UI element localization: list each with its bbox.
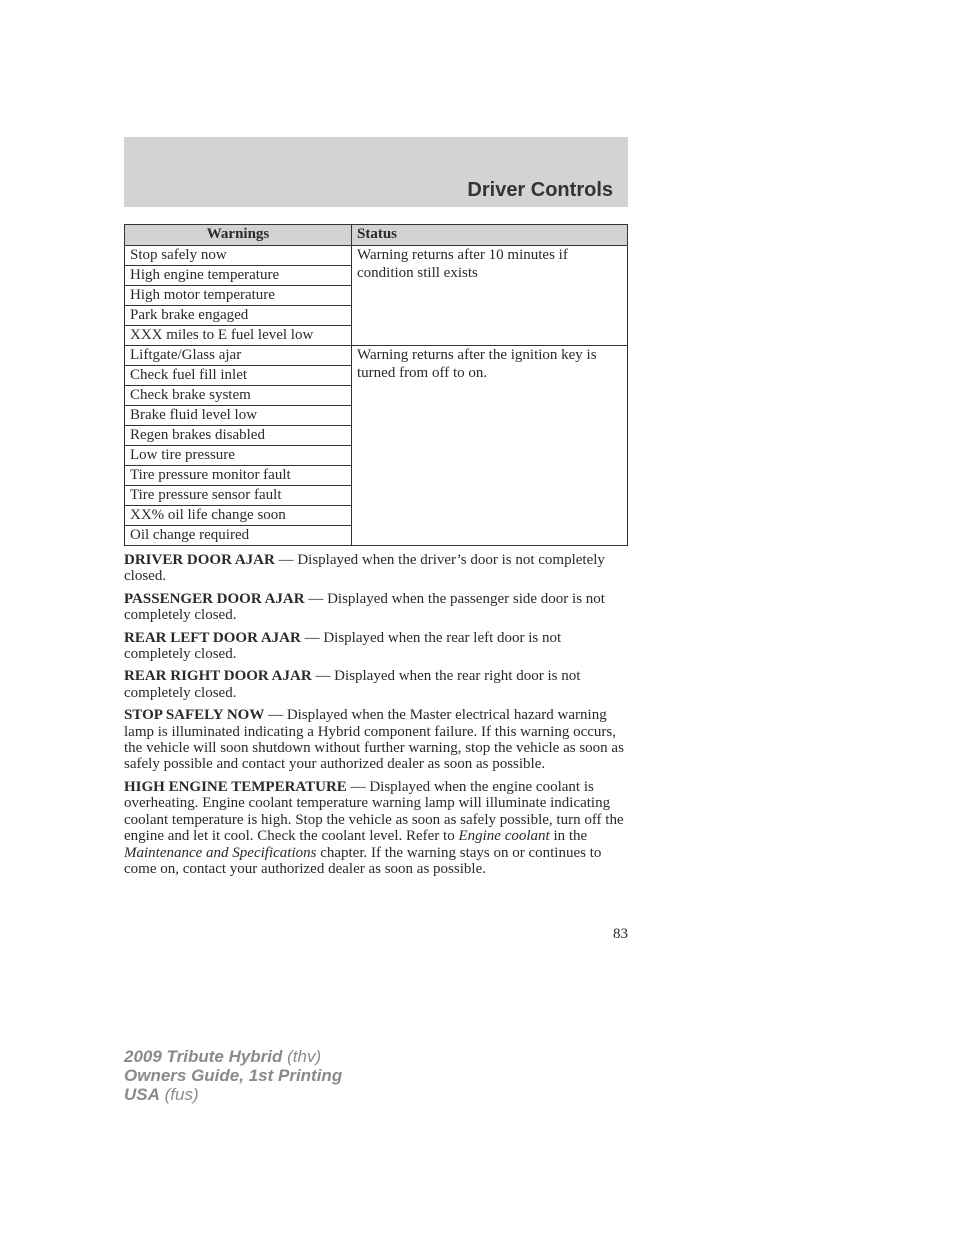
description: — Displayed when the passenger side door is not completely closed. [124, 590, 605, 624]
term: STOP SAFELY NOW [124, 707, 265, 724]
footer-line [124, 1047, 342, 1066]
description: chapter. If the warning stays on or continues to come on, contact your authorized dealer as soon as possible. [124, 844, 602, 877]
warning-cell: Regen brakes disabled [125, 426, 352, 446]
status-cell-group-2: Warning returns after the ignition key is turned from off to on. [352, 346, 628, 546]
paragraph-high-engine-temperature [124, 779, 628, 877]
description: — Displayed when the driver’s door is not completely closed. [124, 552, 605, 585]
warning-cell: High motor temperature [125, 286, 352, 306]
paragraph-stop-safely-now [124, 707, 628, 773]
table-header-row [125, 225, 628, 246]
paragraph-passenger-door-ajar [124, 591, 628, 624]
warning-cell: XXX miles to E fuel level low [125, 326, 352, 346]
column-header-status: Status [352, 225, 628, 246]
footer-code: (thv) [282, 1047, 322, 1066]
table-row [125, 346, 628, 366]
paragraph-driver-door-ajar [124, 552, 628, 585]
warning-cell: Stop safely now [125, 246, 352, 266]
table-row [125, 246, 628, 266]
paragraph-rear-right-door-ajar [124, 668, 628, 701]
section-title: Driver Controls [467, 179, 613, 201]
warning-cell: Tire pressure sensor fault [125, 486, 352, 506]
warning-cell: Check brake system [125, 386, 352, 406]
page-number: 83 [613, 926, 628, 942]
body-text [124, 552, 628, 883]
description: in the [549, 828, 588, 845]
description: — Displayed when the Master electrical hazard warning lamp is illuminated indicating a Hybrid component failure. If this warning occurs, the vehicle will soon shutdown without further warning, stop the vehicle as soon as safely possible and contact your authorized dealer as soon as possible. [124, 707, 624, 773]
warnings-table [124, 224, 628, 546]
warning-cell: Low tire pressure [125, 446, 352, 466]
warning-cell: Brake fluid level low [125, 406, 352, 426]
warning-cell: XX% oil life change soon [125, 506, 352, 526]
footer-edition: Owners Guide, 1st Printing [124, 1066, 343, 1085]
warning-cell: Tire pressure monitor fault [125, 466, 352, 486]
document-footer [124, 1047, 342, 1104]
description: — Displayed when the rear right door is not completely closed. [124, 668, 581, 701]
term: HIGH ENGINE TEMPERATURE [124, 778, 347, 795]
column-header-warnings: Warnings [125, 225, 352, 246]
warning-cell: Liftgate/Glass ajar [125, 346, 352, 366]
cross-reference: Maintenance and Specifications [124, 844, 317, 861]
term: REAR RIGHT DOOR AJAR [124, 668, 312, 685]
warning-cell: Check fuel fill inlet [125, 366, 352, 386]
footer-line [124, 1085, 342, 1104]
cross-reference: Engine coolant [458, 828, 550, 845]
warning-cell: Oil change required [125, 526, 352, 546]
term: PASSENGER DOOR AJAR [124, 590, 305, 607]
description: — Displayed when the engine coolant is overheating. Engine coolant temperature warning lamp will illuminate indicating coolant temperature is high. Stop the vehicle as soon as safely possible, turn off the engine and let it cool. Check the coolant level. Refer to [124, 778, 624, 845]
section-header-band [124, 137, 628, 207]
term: REAR LEFT DOOR AJAR [124, 629, 301, 646]
paragraph-rear-left-door-ajar [124, 630, 628, 663]
footer-model: 2009 Tribute Hybrid [124, 1047, 283, 1066]
footer-line [124, 1066, 342, 1085]
warning-cell: High engine temperature [125, 266, 352, 286]
footer-code: (fus) [159, 1085, 199, 1104]
footer-market: USA [124, 1085, 160, 1104]
warning-cell: Park brake engaged [125, 306, 352, 326]
term: DRIVER DOOR AJAR [124, 552, 275, 568]
status-cell-group-1: Warning returns after 10 minutes if condition still exists [352, 246, 628, 346]
description: — Displayed when the rear left door is not completely closed. [124, 629, 562, 663]
